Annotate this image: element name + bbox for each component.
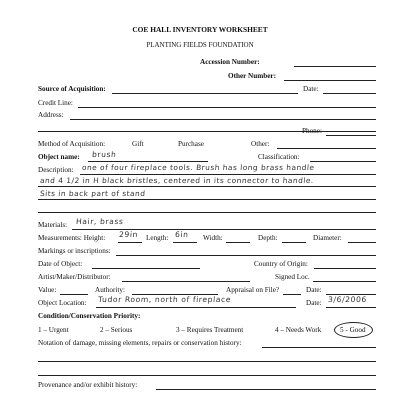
description-text-3: Sits in back part of stand xyxy=(39,189,146,198)
location-date-value: 3/6/2006 xyxy=(327,295,368,304)
source-label: Source of Acquisition: xyxy=(38,85,106,93)
length-label: Length: xyxy=(146,234,169,242)
measurements-label: Measurements: Height: xyxy=(38,234,106,242)
country-of-origin-field[interactable] xyxy=(314,268,376,269)
location-date-label: Date: xyxy=(306,299,322,307)
source-date-label: Date: xyxy=(303,85,319,93)
signed-loc-label: Signed Loc. xyxy=(275,273,310,281)
description-line-1[interactable] xyxy=(80,174,376,175)
date-of-object-field[interactable] xyxy=(92,268,200,269)
form-subtitle: PLANTING FIELDS FOUNDATION xyxy=(146,41,254,49)
object-location-field[interactable] xyxy=(96,307,296,308)
credit-line-label: Credit Line: xyxy=(38,99,73,107)
classification-field[interactable] xyxy=(310,161,376,162)
method-purchase[interactable]: Purchase xyxy=(178,140,204,148)
materials-value: Hair, brass xyxy=(75,217,124,226)
artist-label: Artist/Maker/Distributor: xyxy=(38,273,111,281)
width-label: Width: xyxy=(203,234,223,242)
description-line-4[interactable] xyxy=(38,212,376,213)
artist-field[interactable] xyxy=(122,281,250,282)
source-date-field[interactable] xyxy=(323,93,376,94)
accession-field[interactable] xyxy=(294,66,376,67)
authority-label: Authority: xyxy=(95,286,125,294)
value-field[interactable] xyxy=(60,294,88,295)
phone-field[interactable] xyxy=(326,135,376,136)
provenance-label: Provenance and/or exhibit history: xyxy=(38,381,138,389)
height-value: 29in xyxy=(118,230,139,239)
method-other-label: Other: xyxy=(251,140,270,148)
provenance-field[interactable] xyxy=(156,389,376,390)
phone-label: Phone: xyxy=(302,127,322,135)
height-field[interactable] xyxy=(118,242,142,243)
width-field[interactable] xyxy=(226,242,250,243)
condition-option-3[interactable]: 3 – Requires Treatment xyxy=(176,326,244,334)
diameter-label: Diameter: xyxy=(313,234,342,242)
date-of-object-label: Date of Object: xyxy=(38,260,83,268)
appraisal-label: Appraisal on File? xyxy=(226,286,280,294)
condition-option-5[interactable]: 5 - Good xyxy=(340,326,366,334)
condition-option-1[interactable]: 1 – Urgent xyxy=(38,326,69,334)
notation-field[interactable] xyxy=(262,347,376,348)
description-text-2: and 4 1/2 in H black bristles, centered in its connector to handle. xyxy=(39,176,315,185)
form-title: COE HALL INVENTORY WORKSHEET xyxy=(132,25,268,34)
object-name-field[interactable] xyxy=(88,161,208,162)
country-of-origin-label: Country of Origin: xyxy=(254,260,308,268)
depth-label: Depth: xyxy=(258,234,278,242)
source-field[interactable] xyxy=(112,93,298,94)
accession-label: Accession Number: xyxy=(200,58,260,66)
address-label: Address: xyxy=(38,111,64,119)
signed-loc-field[interactable] xyxy=(313,281,376,282)
description-text-1: one of four fireplace tools. Brush has long brass handle xyxy=(81,163,315,172)
other-number-field[interactable] xyxy=(284,80,376,81)
appraisal-date-label: Date: xyxy=(306,286,322,294)
method-gift[interactable]: Gift xyxy=(132,140,144,148)
markings-label: Markings or inscriptions: xyxy=(38,247,111,255)
classification-label: Classification: xyxy=(258,153,300,161)
depth-field[interactable] xyxy=(282,242,306,243)
materials-label: Materials: xyxy=(38,221,68,229)
location-date-field[interactable] xyxy=(326,307,376,308)
appraisal-field[interactable] xyxy=(283,294,301,295)
other-number-label: Other Number: xyxy=(228,72,276,80)
condition-heading: Condition/Conservation Priority: xyxy=(38,312,141,320)
object-location-value: Tudor Room, north of fireplace xyxy=(97,295,232,304)
diameter-field[interactable] xyxy=(348,242,376,243)
object-name-label: Object name: xyxy=(38,153,80,161)
condition-option-4[interactable]: 4 – Needs Work xyxy=(275,326,322,334)
materials-field[interactable] xyxy=(72,229,376,230)
method-other-field[interactable] xyxy=(277,148,376,149)
address-field[interactable] xyxy=(70,119,376,120)
description-line-3[interactable] xyxy=(38,199,376,200)
notation-line-3[interactable] xyxy=(38,375,376,376)
description-line-2[interactable] xyxy=(38,186,376,187)
description-label: Description: xyxy=(38,166,74,174)
object-name-value: brush xyxy=(91,150,117,159)
value-label: Value: xyxy=(38,286,57,294)
address-field-2[interactable] xyxy=(38,131,376,132)
credit-line-field[interactable] xyxy=(78,107,376,108)
method-label: Method of Acquisition: xyxy=(38,140,106,148)
notation-label: Notation of damage, missing elements, repairs or conservation history: xyxy=(38,339,242,347)
object-location-label: Object Location: xyxy=(38,299,87,307)
length-value: 6in xyxy=(174,230,189,239)
markings-field[interactable] xyxy=(116,255,376,256)
notation-line-2[interactable] xyxy=(38,361,376,362)
condition-option-2[interactable]: 2 – Serious xyxy=(100,326,133,334)
length-field[interactable] xyxy=(173,242,197,243)
